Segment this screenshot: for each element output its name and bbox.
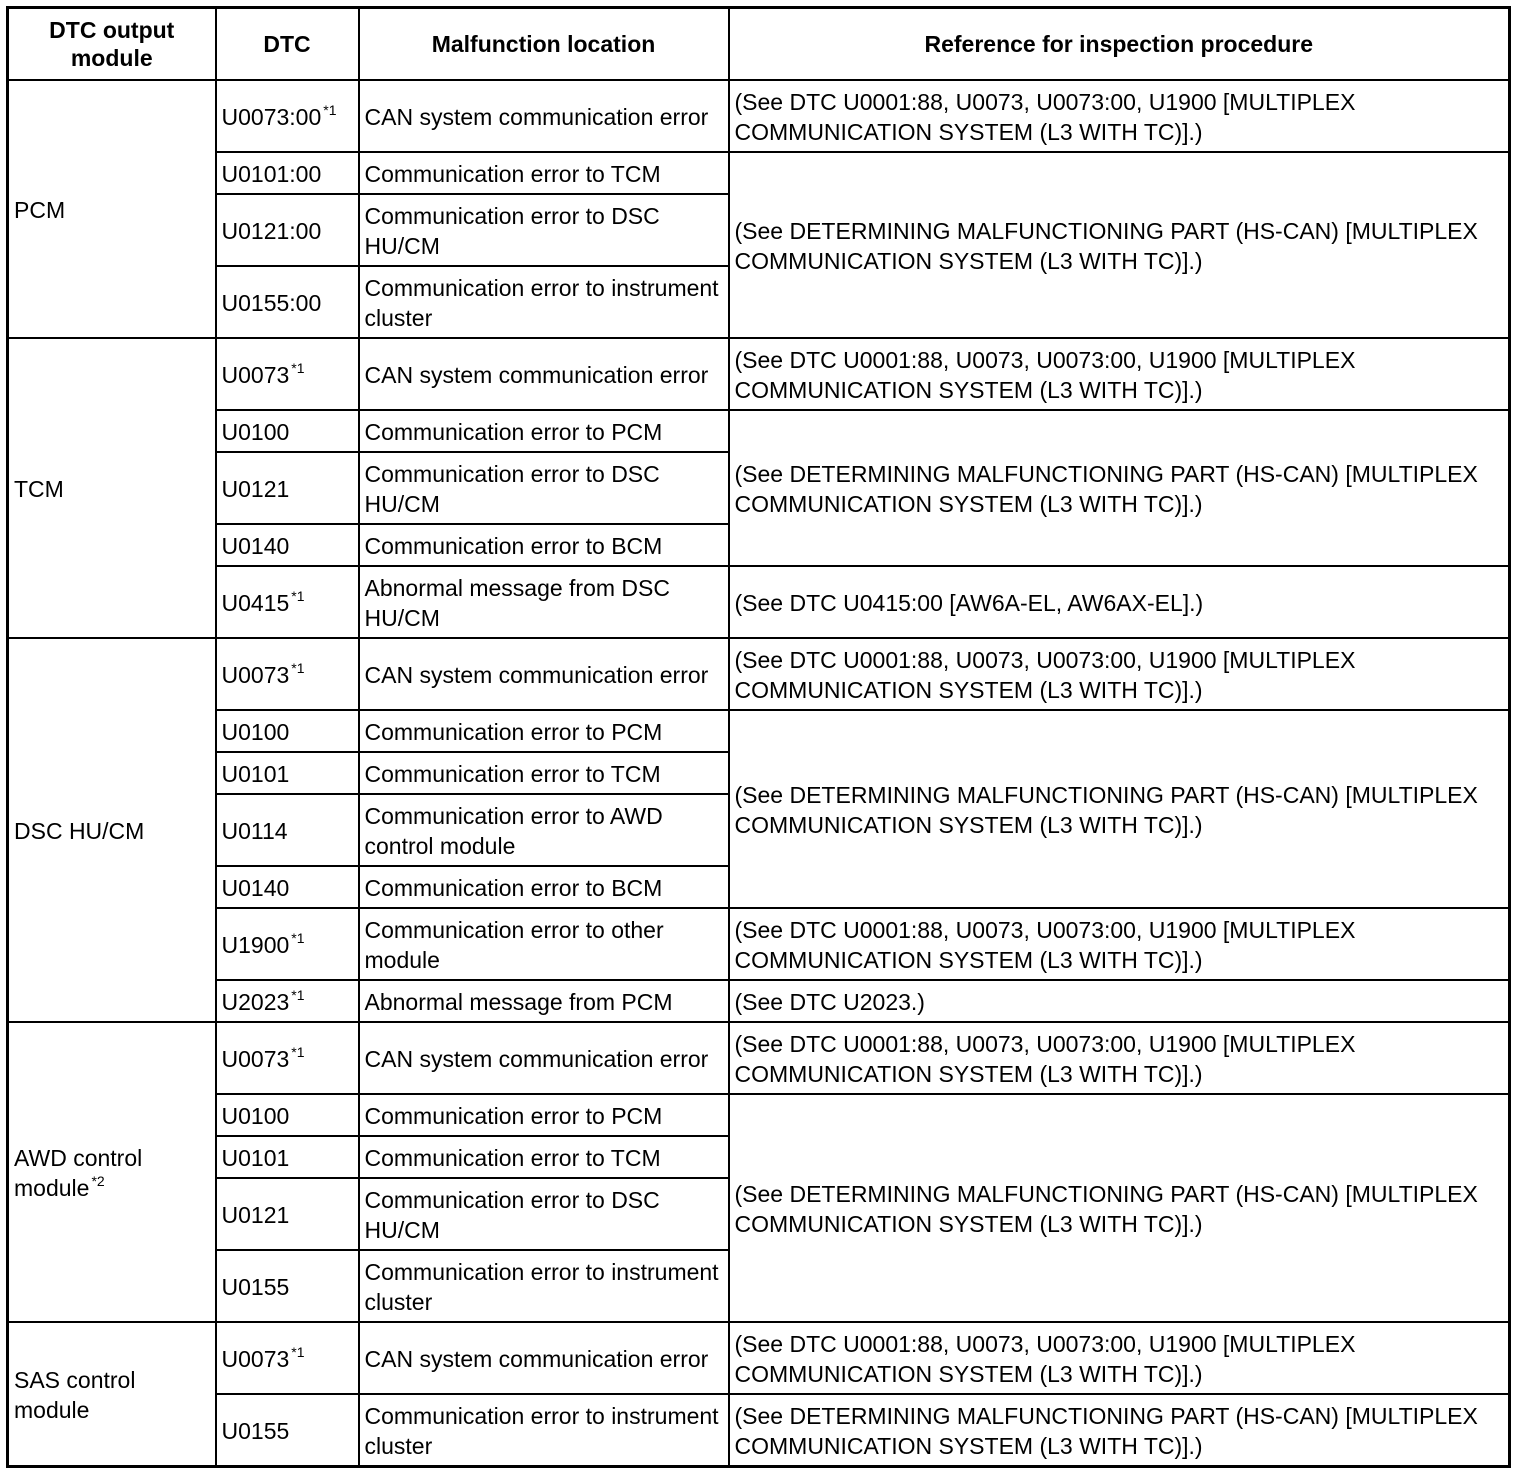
malfunction-location-cell: CAN system communication error — [359, 338, 729, 410]
malfunction-location-cell: Communication error to instrument cluster — [359, 266, 729, 338]
dtc-footnote-marker: *1 — [291, 359, 305, 376]
dtc-footnote-marker: *1 — [291, 659, 305, 676]
dtc-cell — [216, 266, 359, 338]
dtc-code: U2023 — [221, 988, 290, 1015]
dtc-cell — [216, 410, 359, 452]
dtc-code: U1900 — [221, 931, 290, 958]
header-row — [8, 8, 1510, 80]
dtc-code: U0121 — [221, 475, 290, 502]
table-row — [8, 1394, 1510, 1467]
dtc-cell — [216, 1022, 359, 1094]
dtc-code: U0101:00 — [221, 160, 322, 187]
dtc-footnote-marker: *1 — [291, 587, 305, 604]
dtc-code: U0073 — [221, 661, 290, 688]
malfunction-location-cell: Communication error to DSC HU/CM — [359, 1178, 729, 1250]
malfunction-location-cell: Abnormal message from PCM — [359, 980, 729, 1022]
reference-cell: (See DETERMINING MALFUNCTIONING PART (HS-CAN) [MULTIPLEX COMMUNICATION SYSTEM (L3 WITH TC)].) — [729, 1394, 1510, 1467]
dtc-cell — [216, 866, 359, 908]
reference-cell: (See DTC U0001:88, U0073, U0073:00, U1900 [MULTIPLEX COMMUNICATION SYSTEM (L3 WITH TC)].) — [729, 1022, 1510, 1094]
malfunction-location-cell: Communication error to BCM — [359, 524, 729, 566]
malfunction-location-cell: CAN system communication error — [359, 1022, 729, 1094]
reference-cell: (See DTC U0415:00 [AW6A-EL, AW6AX-EL].) — [729, 566, 1510, 638]
dtc-cell — [216, 1250, 359, 1322]
dtc-cell — [216, 794, 359, 866]
dtc-code: U0155 — [221, 1417, 290, 1444]
reference-cell: (See DTC U0001:88, U0073, U0073:00, U1900 [MULTIPLEX COMMUNICATION SYSTEM (L3 WITH TC)].) — [729, 80, 1510, 152]
dtc-footnote-marker: *1 — [291, 1343, 305, 1360]
dtc-code: U0073:00 — [221, 103, 322, 130]
dtc-cell — [216, 1178, 359, 1250]
dtc-cell — [216, 1094, 359, 1136]
dtc-code: U0121:00 — [221, 217, 322, 244]
module-cell — [8, 1322, 216, 1467]
dtc-code: U0073 — [221, 1345, 290, 1372]
table-row — [8, 638, 1510, 710]
dtc-table — [6, 6, 1511, 1468]
malfunction-location-cell: Communication error to DSC HU/CM — [359, 452, 729, 524]
reference-cell: (See DTC U0001:88, U0073, U0073:00, U1900 [MULTIPLEX COMMUNICATION SYSTEM (L3 WITH TC)].) — [729, 638, 1510, 710]
module-label: SAS control module — [14, 1366, 136, 1423]
dtc-cell — [216, 152, 359, 194]
reference-cell: (See DETERMINING MALFUNCTIONING PART (HS-CAN) [MULTIPLEX COMMUNICATION SYSTEM (L3 WITH TC)].) — [729, 152, 1510, 338]
dtc-cell — [216, 338, 359, 410]
module-label: DSC HU/CM — [14, 817, 145, 844]
reference-cell: (See DETERMINING MALFUNCTIONING PART (HS-CAN) [MULTIPLEX COMMUNICATION SYSTEM (L3 WITH TC)].) — [729, 1094, 1510, 1322]
module-cell — [8, 338, 216, 638]
dtc-cell — [216, 566, 359, 638]
reference-cell: (See DTC U0001:88, U0073, U0073:00, U1900 [MULTIPLEX COMMUNICATION SYSTEM (L3 WITH TC)].) — [729, 1322, 1510, 1394]
dtc-footnote-marker: *1 — [291, 986, 305, 1003]
table-row — [8, 410, 1510, 452]
module-label: PCM — [14, 196, 66, 223]
header-location: Malfunction location — [359, 8, 729, 80]
reference-cell: (See DTC U0001:88, U0073, U0073:00, U1900 [MULTIPLEX COMMUNICATION SYSTEM (L3 WITH TC)].) — [729, 338, 1510, 410]
table-row — [8, 1094, 1510, 1136]
dtc-code: U0073 — [221, 1045, 290, 1072]
module-label: TCM — [14, 475, 64, 502]
module-cell — [8, 80, 216, 338]
dtc-footnote-marker: *1 — [323, 101, 337, 118]
malfunction-location-cell: CAN system communication error — [359, 80, 729, 152]
malfunction-location-cell: Communication error to other module — [359, 908, 729, 980]
dtc-cell — [216, 1322, 359, 1394]
dtc-cell — [216, 452, 359, 524]
module-label: AWD control module — [14, 1144, 143, 1201]
dtc-cell — [216, 1394, 359, 1467]
dtc-table-body — [8, 80, 1510, 1467]
dtc-code: U0101 — [221, 1144, 290, 1171]
reference-cell: (See DETERMINING MALFUNCTIONING PART (HS-CAN) [MULTIPLEX COMMUNICATION SYSTEM (L3 WITH TC)].) — [729, 410, 1510, 566]
table-row — [8, 1022, 1510, 1094]
malfunction-location-cell: CAN system communication error — [359, 638, 729, 710]
malfunction-location-cell: Communication error to instrument cluster — [359, 1250, 729, 1322]
dtc-code: U0155 — [221, 1273, 290, 1300]
table-row — [8, 152, 1510, 194]
dtc-cell — [216, 752, 359, 794]
table-row — [8, 80, 1510, 152]
reference-cell: (See DTC U0001:88, U0073, U0073:00, U1900 [MULTIPLEX COMMUNICATION SYSTEM (L3 WITH TC)].) — [729, 908, 1510, 980]
dtc-cell — [216, 524, 359, 566]
dtc-code: U0155:00 — [221, 289, 322, 316]
dtc-cell — [216, 1136, 359, 1178]
module-cell — [8, 1022, 216, 1322]
module-footnote-marker: *2 — [91, 1172, 105, 1189]
header-reference: Reference for inspection procedure — [729, 8, 1510, 80]
dtc-code: U0114 — [221, 817, 288, 844]
dtc-footnote-marker: *1 — [291, 1043, 305, 1060]
dtc-code: U0100 — [221, 718, 290, 745]
table-row — [8, 980, 1510, 1022]
dtc-code: U0121 — [221, 1201, 290, 1228]
dtc-footnote-marker: *1 — [291, 929, 305, 946]
dtc-cell — [216, 980, 359, 1022]
malfunction-location-cell: CAN system communication error — [359, 1322, 729, 1394]
table-row — [8, 566, 1510, 638]
table-row — [8, 908, 1510, 980]
malfunction-location-cell: Communication error to instrument cluster — [359, 1394, 729, 1467]
dtc-code: U0100 — [221, 1102, 290, 1129]
malfunction-location-cell: Communication error to TCM — [359, 1136, 729, 1178]
module-cell — [8, 638, 216, 1022]
malfunction-location-cell: Communication error to BCM — [359, 866, 729, 908]
malfunction-location-cell: Abnormal message from DSC HU/CM — [359, 566, 729, 638]
dtc-code: U0100 — [221, 418, 290, 445]
malfunction-location-cell: Communication error to PCM — [359, 1094, 729, 1136]
header-dtc: DTC — [216, 8, 359, 80]
table-row — [8, 710, 1510, 752]
dtc-cell — [216, 638, 359, 710]
malfunction-location-cell: Communication error to TCM — [359, 752, 729, 794]
dtc-code: U0101 — [221, 760, 290, 787]
dtc-code: U0140 — [221, 532, 290, 559]
dtc-cell — [216, 908, 359, 980]
malfunction-location-cell: Communication error to PCM — [359, 410, 729, 452]
header-module: DTC output module — [8, 8, 216, 80]
malfunction-location-cell: Communication error to DSC HU/CM — [359, 194, 729, 266]
reference-cell: (See DETERMINING MALFUNCTIONING PART (HS-CAN) [MULTIPLEX COMMUNICATION SYSTEM (L3 WITH TC)].) — [729, 710, 1510, 908]
dtc-cell — [216, 710, 359, 752]
dtc-code: U0140 — [221, 874, 290, 901]
malfunction-location-cell: Communication error to PCM — [359, 710, 729, 752]
dtc-cell — [216, 194, 359, 266]
dtc-cell — [216, 80, 359, 152]
malfunction-location-cell: Communication error to AWD control module — [359, 794, 729, 866]
table-row — [8, 338, 1510, 410]
malfunction-location-cell: Communication error to TCM — [359, 152, 729, 194]
dtc-code: U0415 — [221, 589, 290, 616]
reference-cell: (See DTC U2023.) — [729, 980, 1510, 1022]
table-row — [8, 1322, 1510, 1394]
dtc-code: U0073 — [221, 361, 290, 388]
